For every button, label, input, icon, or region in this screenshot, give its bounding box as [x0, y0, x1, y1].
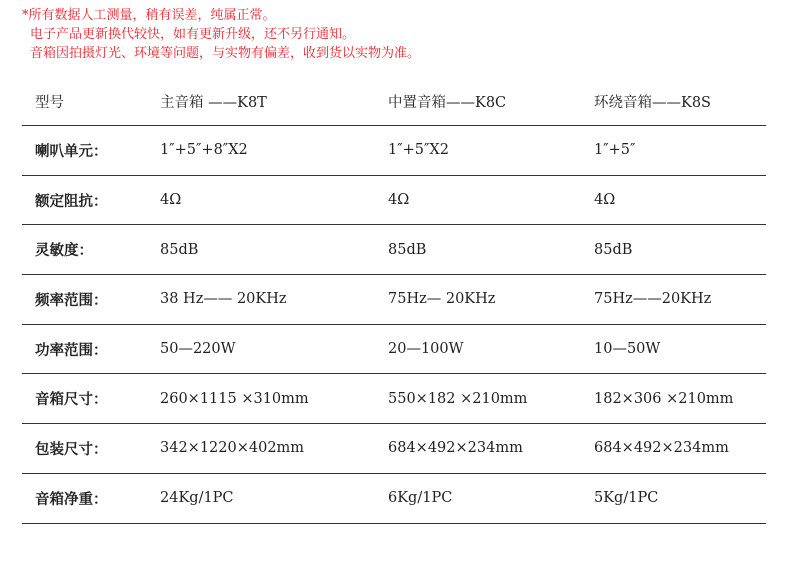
cell-main: 260×1115 ×310mm [160, 390, 309, 407]
cell-surround: 1″+5″ [594, 142, 636, 159]
row-label: 频率范围： [35, 291, 108, 309]
cell-main: 24Kg/1PC [160, 490, 234, 507]
table-row [22, 126, 766, 176]
cell-surround: 684×492×234mm [594, 440, 729, 457]
header-model: 型号 [35, 95, 64, 111]
disclaimer-line-measurement: *所有数据人工测量，稍有误差，纯属正常。 [22, 8, 276, 23]
cell-center: 20—100W [388, 341, 464, 358]
cell-main: 50—220W [160, 341, 236, 358]
header-surround-speaker: 环绕音箱——K8S [594, 95, 711, 111]
cell-surround: 4Ω [594, 192, 616, 209]
row-label: 功率范围： [35, 341, 108, 359]
cell-center: 85dB [388, 241, 427, 258]
disclaimer-notes [22, 6, 782, 63]
cell-surround: 75Hz——20KHz [594, 291, 712, 308]
disclaimer-line-photo: 音箱因拍摄灯光、环境等问题，与实物有偏差，收到货以实物为准。 [30, 46, 421, 61]
cell-surround: 182×306 ×210mm [594, 390, 734, 407]
table-row [22, 275, 766, 325]
row-label: 灵敏度： [35, 242, 93, 260]
row-label: 额定阻抗： [35, 192, 108, 210]
table-row [22, 424, 766, 474]
cell-surround: 5Kg/1PC [594, 490, 659, 507]
cell-center: 684×492×234mm [388, 440, 523, 457]
cell-center: 6Kg/1PC [388, 490, 453, 507]
row-label: 音箱尺寸： [35, 391, 108, 409]
cell-center: 75Hz— 20KHz [388, 291, 496, 308]
spec-table [22, 78, 766, 524]
table-row [22, 325, 766, 375]
cell-center: 550×182 ×210mm [388, 390, 528, 407]
cell-main: 85dB [160, 241, 199, 258]
cell-center: 4Ω [388, 192, 410, 209]
row-label: 喇叭单元： [35, 142, 108, 160]
table-row [22, 225, 766, 275]
disclaimer-line-updates: 电子产品更新换代较快，如有更新升级，还不另行通知。 [30, 27, 356, 42]
cell-main: 1″+5″+8″X2 [160, 142, 248, 159]
cell-surround: 85dB [594, 241, 633, 258]
table-header-row [22, 78, 766, 126]
table-row [22, 374, 766, 424]
cell-center: 1″+5″X2 [388, 142, 449, 159]
header-center-speaker: 中置音箱——K8C [388, 95, 507, 111]
row-label: 音箱净重： [35, 490, 108, 508]
cell-surround: 10—50W [594, 341, 661, 358]
cell-main: 38 Hz—— 20KHz [160, 291, 287, 308]
table-row [22, 474, 766, 524]
cell-main: 4Ω [160, 192, 182, 209]
cell-main: 342×1220×402mm [160, 440, 305, 457]
table-row [22, 176, 766, 226]
row-label: 包装尺寸： [35, 440, 108, 458]
header-main-speaker: 主音箱 ——K8T [160, 95, 267, 111]
